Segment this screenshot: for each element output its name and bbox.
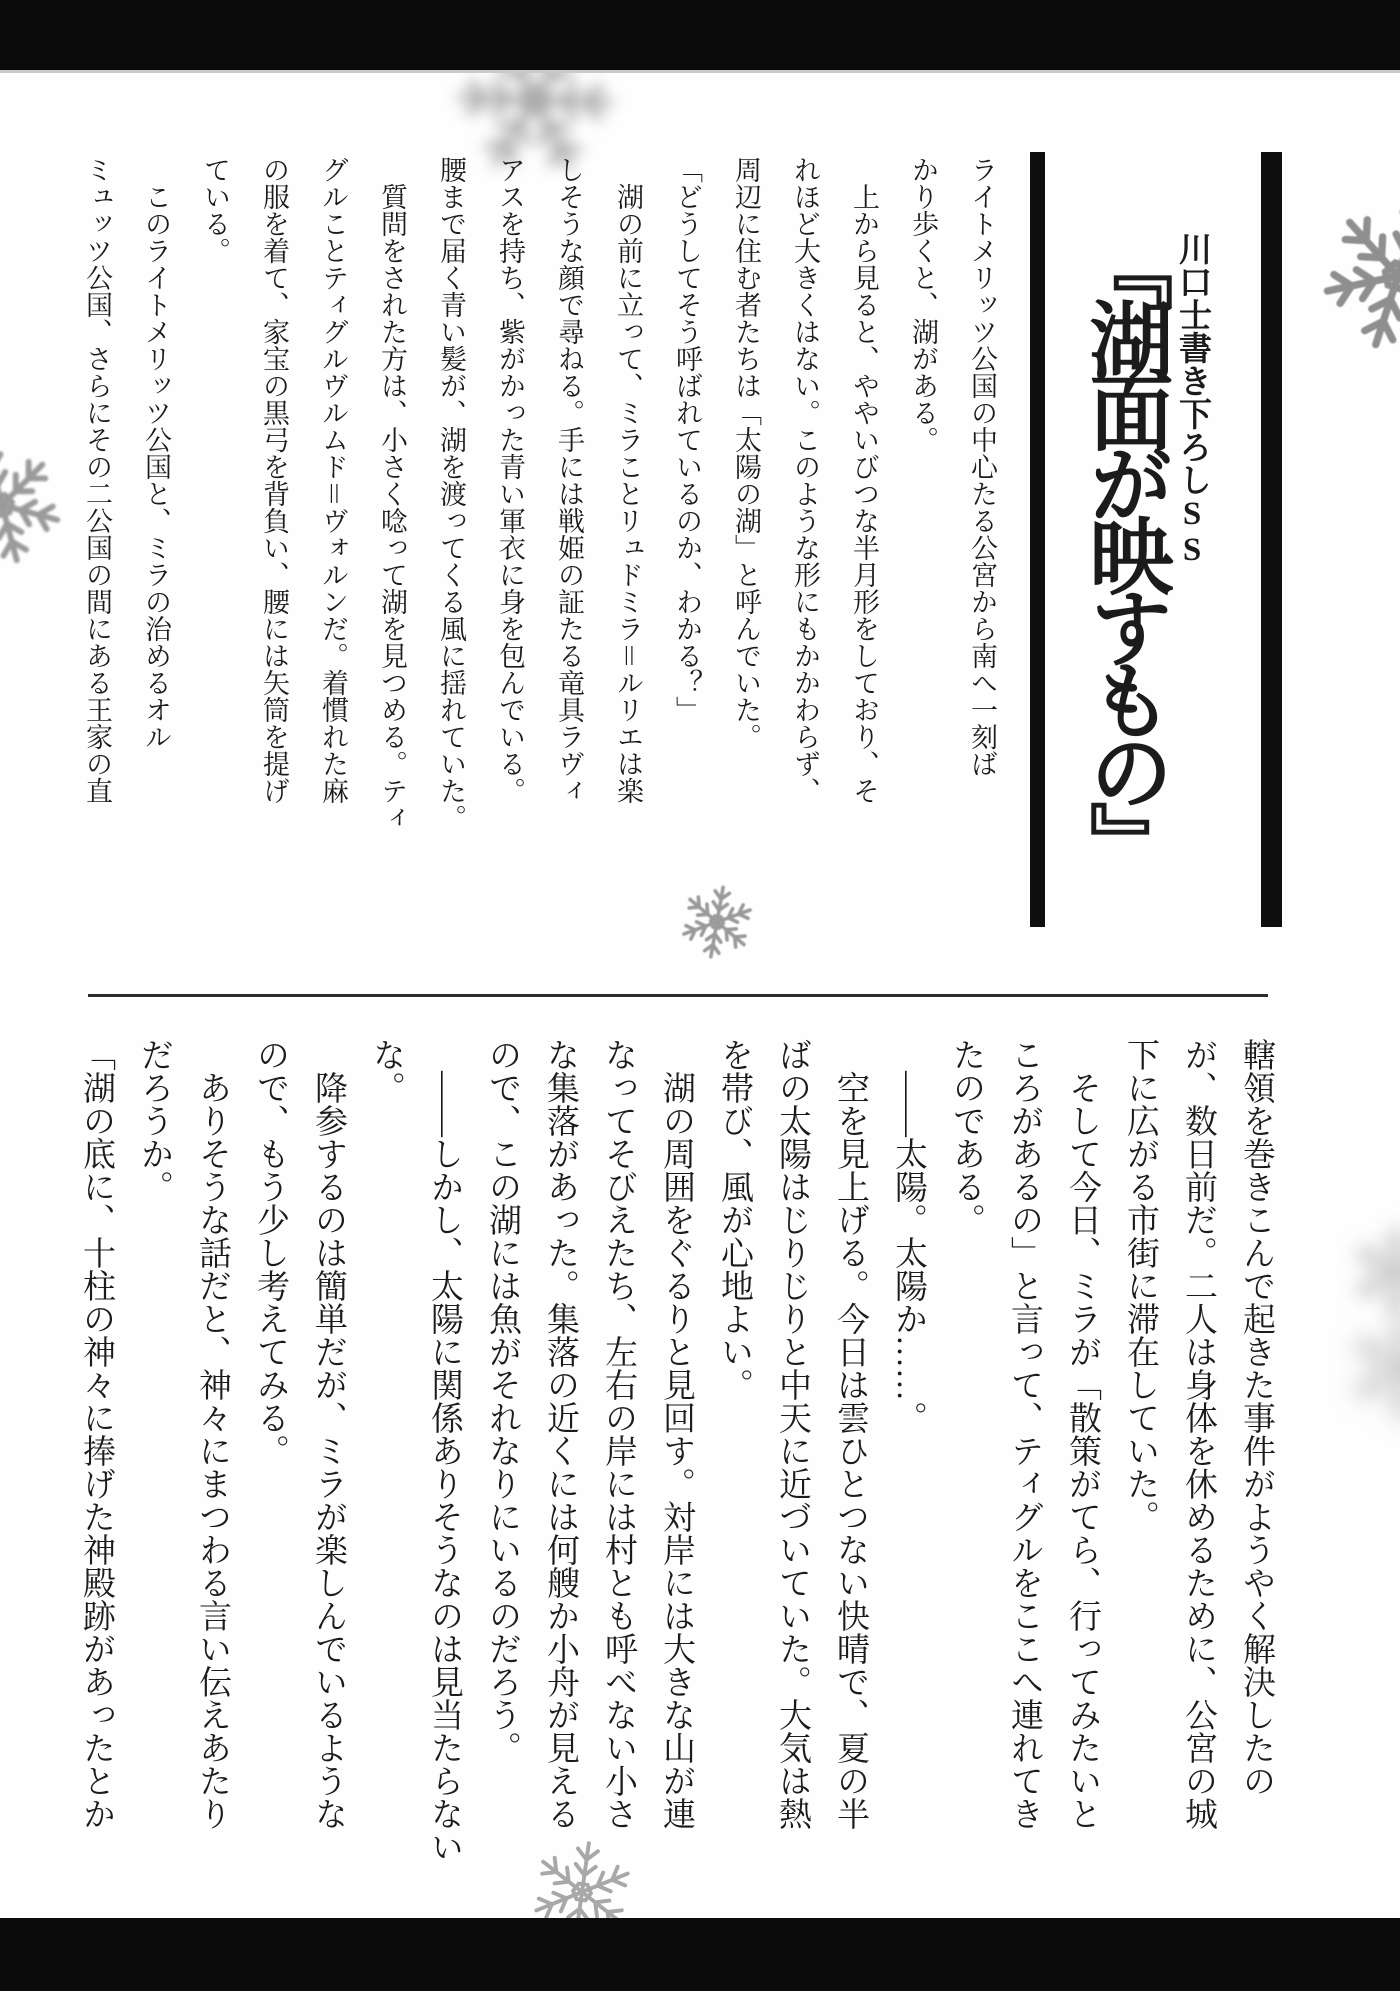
text-line: ――太陽。太陽か……。 (890, 1038, 926, 1434)
upper-text-block (67, 156, 1011, 856)
text-line: な集落があった。集落の近くには何艘か小舟が見える (542, 1038, 578, 1830)
title-rule-right (1261, 152, 1282, 927)
text-line: ありそうな話だと、神々にまつわる言い伝えあたり (194, 1038, 230, 1830)
text-line: が、数日前だ。二人は身体を休めるために、公宮の城 (1180, 1038, 1216, 1830)
text-line: 腰まで届く青い髪が、湖を渡ってくる風に揺れていた。 (436, 156, 466, 831)
text-line: そして今日、ミラが「散策がてら、行ってみたいと (1064, 1038, 1100, 1830)
text-line: 上から見ると、ややいびつな半月形をしており、そ (849, 156, 879, 804)
text-line: 降参するのは簡単だが、ミラが楽しんでいるような (310, 1038, 346, 1830)
text-line: 湖の周囲をぐるりと見回す。対岸には大きな山が連 (658, 1038, 694, 1830)
section-divider (88, 994, 1268, 997)
snowflake-icon (671, 876, 764, 969)
text-line: 周辺に住む者たちは「太陽の湖」と呼んでいた。 (731, 156, 761, 750)
text-line: の服を着て、家宝の黒弓を背負い、腰には矢筒を提げ (259, 156, 289, 804)
text-line: だろうか。 (136, 1038, 172, 1203)
text-line: な。 (368, 1038, 404, 1104)
text-line: かり歩くと、湖がある。 (908, 156, 938, 453)
text-line: このライトメリッツ公国と、ミラの治めるオル (141, 156, 171, 750)
story-title: 『湖面が映すもの』 (1077, 225, 1170, 873)
bottom-print-bar (0, 1918, 1400, 1991)
text-line: ライトメリッツ公国の中心たる公宮から南へ一刻ば (967, 156, 997, 777)
text-line: 空を見上げる。今日は雲ひとつない快晴で、夏の半 (832, 1038, 868, 1830)
snowflake-icon (1342, 1308, 1400, 1428)
snowflake-icon (1295, 173, 1400, 380)
text-line: しそうな顔で尋ねる。手には戦姫の証たる竜具ラヴィ (554, 156, 584, 804)
text-line: を帯び、風が心地よい。 (716, 1038, 752, 1401)
text-line: れほど大きくはない。このような形にもかかわらず、 (790, 156, 820, 804)
text-line: アスを持ち、紫がかった青い軍衣に身を包んでいる。 (495, 156, 525, 804)
text-line: 「湖の底に、十柱の神々に捧げた神殿跡があったとか (78, 1038, 114, 1830)
text-line: 下に広がる市街に滞在していた。 (1122, 1038, 1158, 1533)
lower-text-block (67, 1038, 1285, 1863)
text-line: ので、もう少し考えてみる。 (252, 1038, 288, 1467)
text-line: ――しかし、太陽に関係ありそうなのは見当たらない (426, 1038, 462, 1863)
text-line: 「どうしてそう呼ばれているのか、わかる？」 (672, 156, 702, 723)
text-line: たのである。 (948, 1038, 984, 1236)
text-line: なってそびえたち、左右の岸には村とも呼べない小さ (600, 1038, 636, 1830)
text-line: グルことティグルヴルムド＝ヴォルンだ。着慣れた麻 (318, 156, 348, 804)
story-credit: 川口士書き下ろしSS (1174, 232, 1210, 568)
text-line: ばの太陽はじりじりと中天に近づいていた。大気は熱 (774, 1038, 810, 1830)
text-line: 湖の前に立って、ミラことリュドミラ＝ルリエは楽 (613, 156, 643, 804)
top-print-bar (0, 0, 1400, 73)
text-line: ている。 (200, 156, 230, 264)
text-line: ミュッツ公国、さらにその二公国の間にある王家の直 (82, 156, 112, 804)
title-rule-left (1030, 152, 1045, 927)
snowflake-icon (1346, 1222, 1400, 1322)
text-line: ので、この湖には魚がそれなりにいるのだろう。 (484, 1038, 520, 1764)
text-line: 質問をされた方は、小さく唸って湖を見つめる。ティ (377, 156, 407, 831)
text-line: ころがあるの」と言って、ティグルをここへ連れてき (1006, 1038, 1042, 1830)
text-line: 轄領を巻きこんで起きた事件がようやく解決したの (1238, 1038, 1274, 1797)
